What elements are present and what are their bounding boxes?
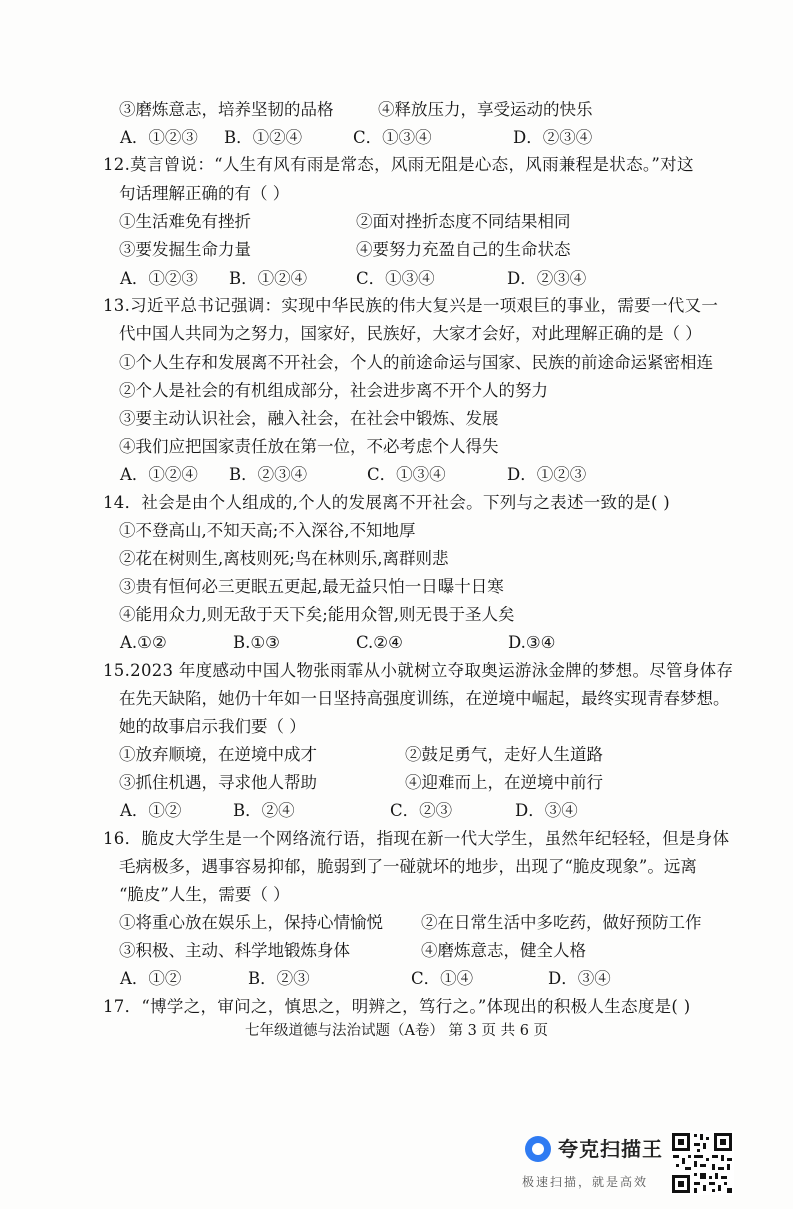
option-line: ④释放压力，享受运动的快乐 [378, 100, 593, 119]
question-12: 12.莫言曾说：“人生有风有雨是常态，风雨无阻是心态，风雨兼程是状态。”对这 [103, 155, 694, 174]
answer-choice: C．①③④ [367, 465, 446, 484]
qr-code-icon [670, 1131, 734, 1195]
question-13: 13.习近平总书记强调：实现中华民族的伟大复兴是一项艰巨的事业，需要一代又一 [103, 296, 719, 315]
question-text: “脆皮”人生，需要（ ） [119, 885, 290, 904]
scanner-tagline: 极速扫描，就是高效 [522, 1175, 649, 1189]
answer-choice: C．①③④ [353, 128, 432, 147]
question-text: 毛病极多，遇事容易抑郁，脆弱到了一碰就坏的地步，出现了“脆皮现象”。远离 [119, 857, 697, 876]
question-text: 在先天缺陷，她仍十年如一日坚持高强度训练，在逆境中崛起，最终实现青春梦想。 [119, 689, 730, 708]
question-15: 15.2023 年度感动中国人物张雨霏从小就树立夺取奥运游泳金牌的梦想。尽管身体存 [103, 661, 734, 680]
answer-choice: D．①②③ [507, 465, 587, 484]
answer-choice: B．①②④ [224, 128, 303, 147]
scanner-logo-icon [525, 1136, 551, 1162]
answer-choice: D.③④ [508, 633, 556, 652]
answer-choice: B．②④ [233, 801, 295, 820]
option-line: ④要努力充盈自己的生命状态 [356, 240, 571, 259]
option-line: ②个人是社会的有机组成部分，社会进步离不开个人的努力 [119, 381, 548, 400]
answer-choice: C．②③ [390, 801, 453, 820]
option-line: ①不登高山,不知天高;不入深谷,不知地厚 [119, 521, 416, 540]
answer-choice: C.②④ [356, 633, 403, 652]
option-line: ③积极、主动、科学地锻炼身体 [119, 941, 350, 960]
answer-choice: C．①④ [411, 969, 474, 988]
option-line: ②面对挫折态度不同结果相同 [356, 212, 571, 231]
question-text: 句话理解正确的有（ ） [119, 184, 290, 203]
answer-choice: B．②③④ [229, 465, 308, 484]
option-line: ④迎难而上，在逆境中前行 [405, 773, 603, 792]
answer-choice: B.①③ [233, 633, 280, 652]
answer-choice: B．②③ [248, 969, 310, 988]
option-line: ③要发掘生命力量 [119, 240, 251, 259]
option-line: ③贵有恒何必三更眠五更起,最无益只怕一日曝十日寒 [119, 577, 504, 596]
answer-choice: B．①②④ [229, 269, 308, 288]
answer-choice: A．①②③ [120, 128, 198, 147]
scanner-watermark [520, 1128, 680, 1198]
page-footer: 七年级道德与法治试题（A卷） 第 3 页 共 6 页 [244, 1023, 549, 1039]
answer-choice: A．①② [120, 801, 182, 820]
answer-choice: D．②③④ [513, 128, 593, 147]
question-17: 17．“博学之，审问之，慎思之，明辨之，笃行之。”体现出的积极人生态度是( ) [103, 997, 691, 1016]
answer-choice: D．③④ [548, 969, 611, 988]
option-line: ①放弃顺境，在逆境中成才 [119, 745, 317, 764]
option-line: ④我们应把国家责任放在第一位，不必考虑个人得失 [119, 437, 499, 456]
answer-choice: D．③④ [515, 801, 578, 820]
question-text: 代中国人共同为之努力，国家好，民族好，大家才会好，对此理解正确的是（ ） [119, 324, 702, 343]
scanner-app-name: 夸克扫描王 [558, 1137, 663, 1161]
option-line: ③磨炼意志，培养坚韧的品格 [119, 100, 334, 119]
question-14: 14．社会是由个人组成的,个人的发展离不开社会。下列与之表述一致的是( ) [103, 493, 670, 512]
option-line: ②在日常生活中多吃药，做好预防工作 [421, 913, 702, 932]
answer-choice: C．①③④ [356, 269, 435, 288]
answer-choice: A．①②③ [120, 269, 198, 288]
option-line: ①生活难免有挫折 [119, 212, 251, 231]
option-line: ①将重心放在娱乐上，保持心情愉悦 [119, 913, 383, 932]
option-line: ④磨炼意志，健全人格 [421, 941, 586, 960]
answer-choice: D．②③④ [507, 269, 587, 288]
option-line: ③抓住机遇，寻求他人帮助 [119, 773, 317, 792]
option-line: ③要主动认识社会，融入社会，在社会中锻炼、发展 [119, 409, 499, 428]
answer-choice: A.①② [120, 633, 167, 652]
option-line: ①个人生存和发展离不开社会，个人的前途命运与国家、民族的前途命运紧密相连 [119, 353, 713, 372]
question-text: 她的故事启示我们要（ ） [119, 717, 306, 736]
question-16: 16．脆皮大学生是一个网络流行语，指现在新一代大学生，虽然年纪轻轻，但是身体 [103, 829, 730, 848]
option-line: ②鼓足勇气，走好人生道路 [405, 745, 603, 764]
answer-choice: A．①②④ [120, 465, 198, 484]
option-line: ④能用众力,则无敌于天下矣;能用众智,则无畏于圣人矣 [119, 605, 515, 624]
answer-choice: A．①② [120, 969, 182, 988]
option-line: ②花在树则生,离枝则死;鸟在林则乐,离群则悲 [119, 549, 449, 568]
